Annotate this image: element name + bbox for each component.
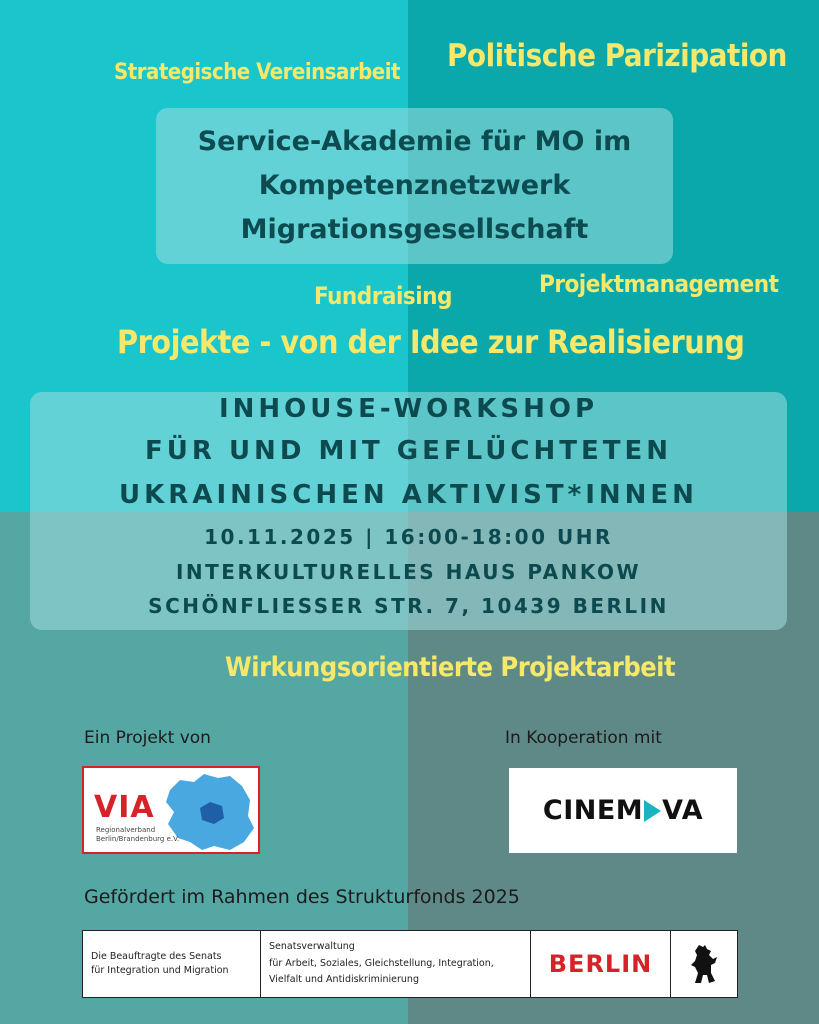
funder-senate-line-3: Vielfalt und Antidiskriminierung <box>269 974 419 985</box>
berlin-wordmark: BERLIN <box>548 950 653 978</box>
via-logo-subtitle <box>96 826 179 844</box>
keyword-fundraising: Fundraising <box>314 282 452 310</box>
event-venue: INTERKULTURELLES HAUS PANKOW <box>175 560 642 584</box>
funder-commissioner <box>83 931 261 997</box>
workshop-line-1: INHOUSE-WORKSHOP <box>218 394 599 424</box>
cooperation-label: In Kooperation mit <box>505 728 662 748</box>
event-datetime: 10.11.2025 | 16:00-18:00 UHR <box>204 525 613 549</box>
via-logo-sub-1: Regionalverband <box>96 826 156 834</box>
keyword-political: Politische Parizipation <box>447 38 787 74</box>
funder-commissioner-line-2: für Integration und Migration <box>91 965 229 976</box>
title-line-3: Migrationsgesellschaft <box>240 214 589 245</box>
page-title <box>156 120 673 252</box>
funder-senate-line-2: für Arbeit, Soziales, Gleichstellung, Integration, <box>269 958 494 969</box>
via-logo-word: VIA <box>94 790 155 825</box>
workshop-line-2: FÜR UND MIT GEFLÜCHTETEN <box>145 436 672 466</box>
cinemova-logo <box>509 768 737 853</box>
funder-bear <box>671 931 737 997</box>
event-box <box>30 392 787 630</box>
play-icon <box>644 800 661 822</box>
berlin-bear-icon <box>689 943 719 985</box>
title-line-2: Kompetenznetzwerk <box>258 170 571 201</box>
cinemova-logo-part-2: VA <box>662 795 704 826</box>
funder-commissioner-line-1: Die Beauftragte des Senats <box>91 951 222 962</box>
funder-logo-bar <box>82 930 738 998</box>
cinemova-logo-part-1: CINEM <box>542 795 644 826</box>
title-line-1: Service-Akademie für MO im <box>197 126 632 157</box>
cinemova-logo-text <box>543 795 703 826</box>
funding-label: Gefördert im Rahmen des Strukturfonds 2025 <box>84 886 520 908</box>
title-box <box>156 108 673 264</box>
keyword-project-management: Projektmanagement <box>539 270 779 298</box>
keyword-projects: Projekte - von der Idee zur Realisierung <box>117 323 745 361</box>
via-logo-sub-2: Berlin/Brandenburg e.V. <box>96 835 180 843</box>
keyword-impact: Wirkungsorientierte Projektarbeit <box>225 652 676 683</box>
keyword-strategic: Strategische Vereinsarbeit <box>114 60 400 85</box>
via-logo <box>82 766 260 854</box>
event-address: SCHÖNFLIESSER STR. 7, 10439 BERLIN <box>148 594 669 618</box>
funder-berlin <box>531 931 671 997</box>
project-by-label: Ein Projekt von <box>84 728 211 748</box>
funder-senate-line-1: Senatsverwaltung <box>269 941 355 952</box>
funder-senate-department <box>261 931 531 997</box>
workshop-line-3: UKRAINISCHEN AKTIVIST*INNEN <box>119 480 698 510</box>
